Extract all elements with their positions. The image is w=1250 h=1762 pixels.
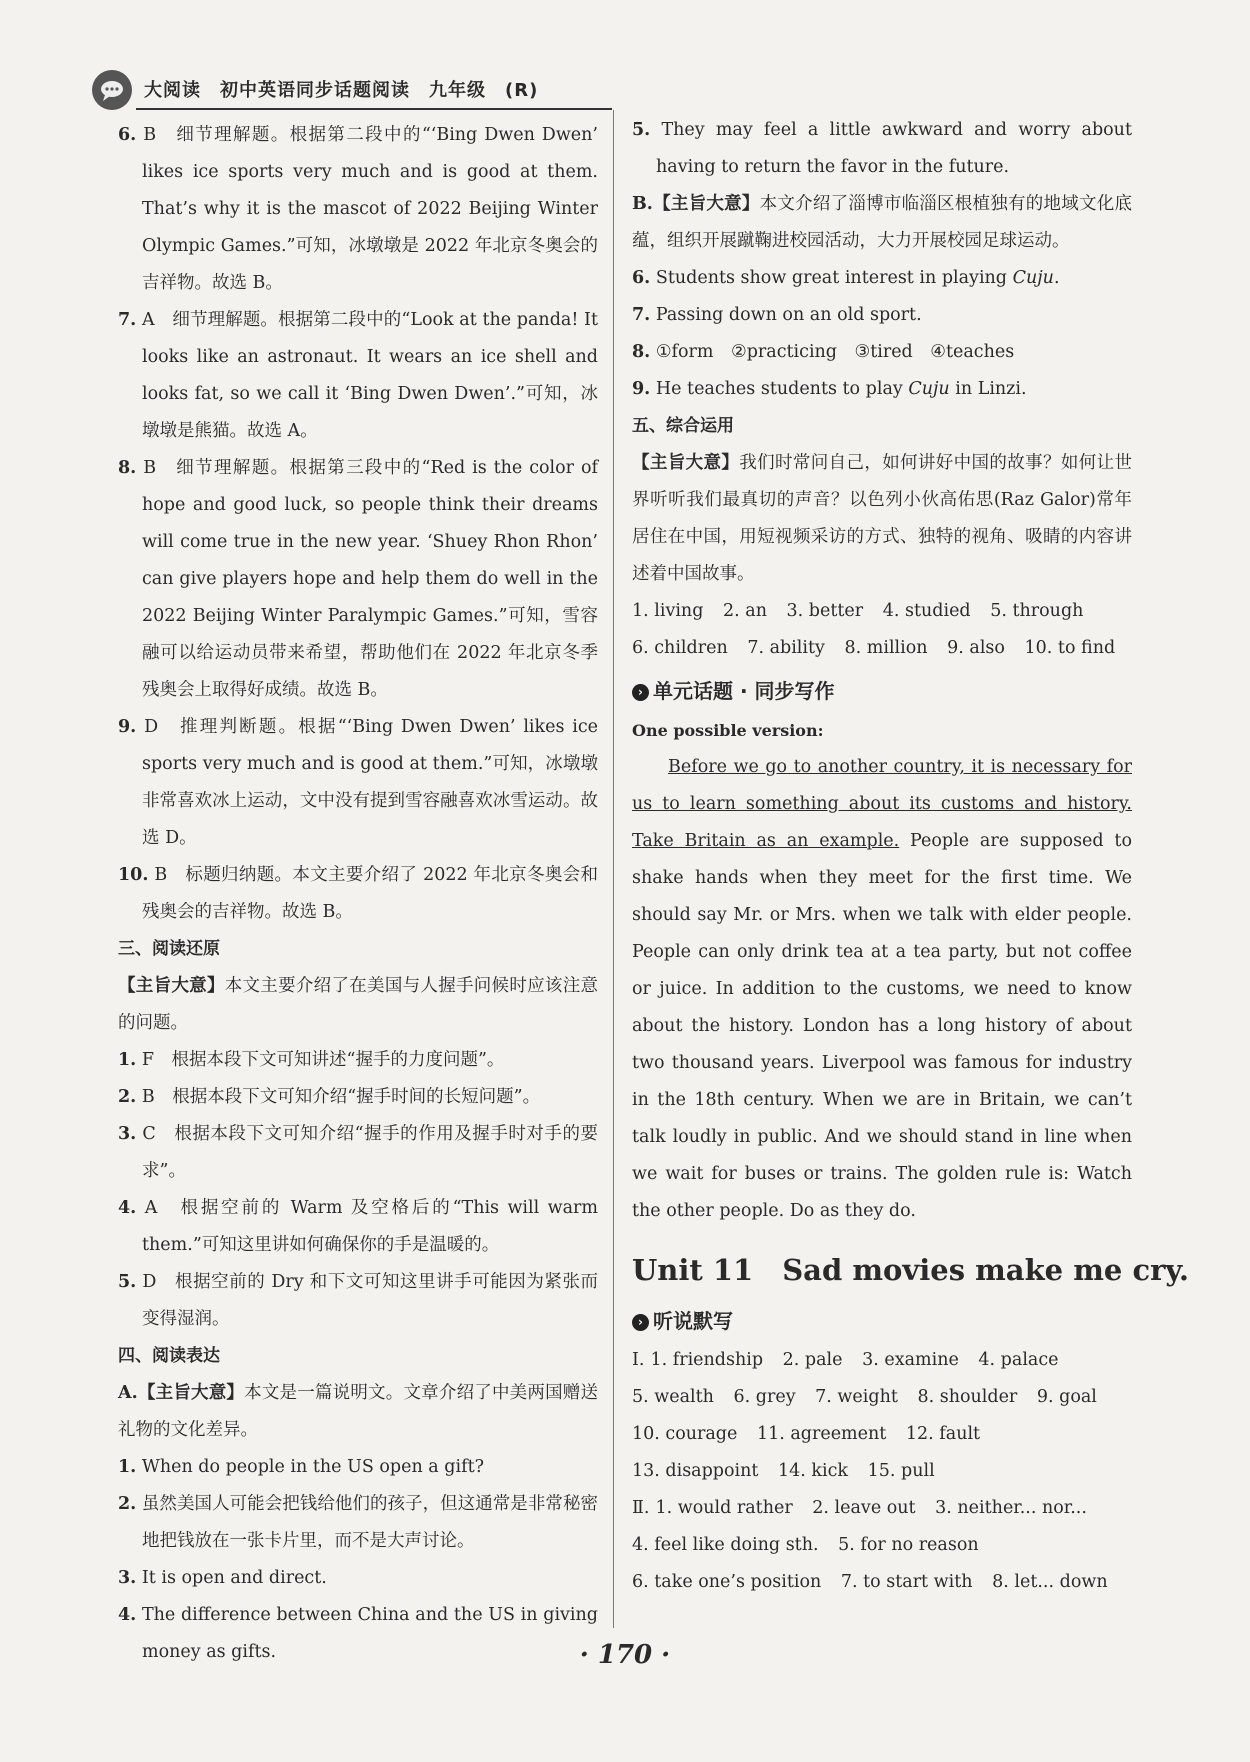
item-text: D 推理判断题。根据“‘Bing Dwen Dwen’ likes ice sports very much and is good at them.”可知，冰墩墩非常喜欢冰上运动，文中没有提到雪容融喜欢冰雪运动。故选 D。 bbox=[142, 717, 598, 848]
summary-text: 本文主要介绍了在美国与人握手问候时应该注意的问题。 bbox=[118, 976, 599, 1033]
item-text: B 细节理解题。根据第三段中的“Red is the color of hope and good luck, so people think their dreams will come true in the new year. ‘Shuey Rhon Rhon’ can give players hope and help them do well in the 2022 Beijing Winter Paralympic Games.”可知，雪容融可以给运动员带来希望，帮助他们在 2022 年北京冬季残奥会上取得好成绩。故选 B。 bbox=[142, 458, 598, 700]
answer-item bbox=[118, 857, 598, 931]
vocab-word: 7. weight bbox=[815, 1387, 898, 1407]
item-text: Students show great interest in playing bbox=[655, 268, 1013, 288]
answer-word: 7. ability bbox=[747, 638, 825, 658]
answer-item bbox=[118, 1560, 598, 1597]
item-number: 3. bbox=[118, 1124, 137, 1144]
listening-title-text: 听说默写 bbox=[653, 1309, 733, 1333]
answer-item bbox=[632, 260, 1132, 297]
part-label: Ⅱ. bbox=[632, 1498, 650, 1518]
answer-word: 8. million bbox=[844, 638, 928, 658]
version-label: One possible version: bbox=[632, 721, 824, 740]
item-number: 5. bbox=[118, 1272, 137, 1292]
item-end: . bbox=[1053, 268, 1060, 288]
item-text: 虽然美国人可能会把钱给他们的孩子，但这通常是非常秘密地把钱放在一张卡片里，而不是大声讨论。 bbox=[141, 1494, 598, 1551]
header-title: 大阅读 初中英语同步话题阅读 九年级 (R) bbox=[144, 80, 539, 101]
vocab-word: 11. agreement bbox=[756, 1424, 887, 1444]
item-end: in Linzi. bbox=[949, 379, 1027, 399]
answer-word: 9. also bbox=[947, 638, 1005, 658]
answer-word: 10. to find bbox=[1024, 638, 1116, 658]
summary-tag: 【主旨大意】 bbox=[118, 976, 225, 996]
chevron-right-icon: › bbox=[632, 684, 649, 701]
summary-label: B. bbox=[632, 194, 653, 214]
summary-text: 本文介绍了淄博市临淄区根植独有的地域文化底蕴，组织开展蹴鞠进校园活动，大力开展校园足球运动。 bbox=[632, 194, 1133, 251]
item-text: When do people in the US open a gift? bbox=[141, 1457, 484, 1477]
part-label: Ⅰ. bbox=[632, 1350, 645, 1370]
answer-item bbox=[118, 1449, 598, 1486]
vocab-word: 14. kick bbox=[778, 1461, 849, 1481]
answer-item bbox=[118, 302, 598, 450]
item-number: 2. bbox=[118, 1494, 137, 1514]
summary bbox=[632, 445, 1132, 593]
vocab-word: 13. disappoint bbox=[632, 1461, 759, 1481]
answer-item bbox=[118, 450, 598, 709]
item-number: 6. bbox=[118, 125, 137, 145]
item-number: 1. bbox=[118, 1050, 137, 1070]
answer-item bbox=[632, 112, 1132, 186]
header-rule bbox=[136, 108, 612, 110]
chevron-right-icon: › bbox=[632, 1314, 649, 1331]
phrase: 8. let... down bbox=[992, 1572, 1108, 1592]
answer-item bbox=[118, 1042, 598, 1079]
item-number: 9. bbox=[118, 717, 137, 737]
answer-word: 2. an bbox=[723, 601, 767, 621]
summary bbox=[118, 1375, 598, 1449]
item-number: 6. bbox=[632, 268, 651, 288]
item-text: The difference between China and the US in giving money as gifts. bbox=[141, 1605, 598, 1662]
left-column bbox=[118, 117, 598, 1671]
item-text: He teaches students to play bbox=[655, 379, 909, 399]
item-number: 3. bbox=[118, 1568, 137, 1588]
right-column bbox=[632, 112, 1190, 1601]
vocab-list bbox=[632, 1342, 1132, 1490]
listening-section-title bbox=[632, 1303, 1132, 1340]
answer-row bbox=[632, 593, 1132, 630]
summary-label: A. bbox=[118, 1383, 138, 1403]
vocab-word: 1. friendship bbox=[650, 1350, 764, 1370]
answer-item bbox=[632, 297, 1132, 334]
phrase: 2. leave out bbox=[812, 1498, 916, 1518]
summary bbox=[118, 968, 598, 1042]
summary-tag: 【主旨大意】 bbox=[137, 1383, 245, 1403]
summary bbox=[632, 186, 1132, 260]
essay-text: People are supposed to shake hands when they meet for the first time. We should say Mr. or Mrs. when we talk with elder people. People can only drink tea at a tea party, but not coffee or juice. In addition to the customs, we need to know about the history. London has a long history of about two thousand years. Liverpool was famous for industry in the 18th century. When we are in Britain, we can’t talk loudly in public. And we should stand in line when we wait for buses or trains. The golden rule is: Watch the other people. Do as they do. bbox=[632, 831, 1132, 1221]
item-text: They may feel a little awkward and worry about having to return the favor in the future. bbox=[656, 120, 1132, 177]
item-number: 10. bbox=[118, 865, 149, 885]
vocab-word: 6. grey bbox=[733, 1387, 796, 1407]
section-title: 五、综合运用 bbox=[632, 416, 734, 436]
summary-tag: 【主旨大意】 bbox=[632, 453, 740, 473]
answer-word: 1. living bbox=[632, 601, 704, 621]
answer-row bbox=[632, 630, 1132, 667]
answer-item bbox=[118, 1116, 598, 1190]
phrase: 1. would rather bbox=[655, 1498, 793, 1518]
answer-item bbox=[632, 334, 1132, 371]
summary-text: 本文是一篇说明文。文章介绍了中美两国赠送礼物的文化差异。 bbox=[118, 1383, 599, 1440]
answer-word: 6. children bbox=[632, 638, 728, 658]
section-title: 三、阅读还原 bbox=[118, 939, 220, 959]
item-number: 8. bbox=[632, 342, 651, 362]
item-text: Passing down on an old sport. bbox=[655, 305, 922, 325]
item-number: 5. bbox=[632, 120, 651, 140]
item-text: B 细节理解题。根据第二段中的“‘Bing Dwen Dwen’ likes ice sports very much and is good at them. That’s why it is the mascot of 2022 Beijing Winter Olympic Games.”可知，冰墩墩是 2022 年北京冬奥会的吉祥物。故选 B。 bbox=[142, 125, 598, 293]
essay-underlined-text: Before we go to another country, it is necessary for us to learn something about its customs and history. Take Britain as an example. bbox=[632, 757, 1132, 851]
writing-section-title bbox=[632, 673, 1132, 710]
answer-item bbox=[118, 117, 598, 302]
item-italic: Cuju bbox=[1012, 268, 1054, 288]
item-text: It is open and direct. bbox=[141, 1568, 327, 1588]
item-number: 2. bbox=[118, 1087, 137, 1107]
writing-title-text: 单元话题 · 同步写作 bbox=[653, 679, 835, 703]
phrase-list bbox=[632, 1490, 1132, 1601]
item-number: 8. bbox=[118, 458, 137, 478]
phrase: 4. feel like doing sth. bbox=[632, 1535, 819, 1555]
vocab-word: 15. pull bbox=[867, 1461, 935, 1481]
item-text: ①form ②practicing ③tired ④teaches bbox=[655, 342, 1015, 362]
unit-title: Unit 11 Sad movies make me cry. bbox=[632, 1253, 1190, 1287]
item-number: 7. bbox=[118, 310, 137, 330]
answer-item bbox=[118, 1190, 598, 1264]
item-text: A 细节理解题。根据第二段中的“Look at the panda! It looks like an astronaut. It wears an ice shell and looks fat, so we call it ‘Bing Dwen Dwen’.”可知，冰墩墩是熊猫。故选 A。 bbox=[141, 310, 598, 441]
speech-bubble-icon bbox=[92, 70, 132, 110]
vocab-word: 12. fault bbox=[905, 1424, 981, 1444]
item-text: B 标题归纳题。本文主要介绍了 2022 年北京冬奥会和残奥会的吉祥物。故选 B。 bbox=[142, 865, 598, 922]
vocab-word: 2. pale bbox=[782, 1350, 843, 1370]
answer-item bbox=[118, 709, 598, 857]
summary-text: 我们时常问自己，如何讲好中国的故事？如何让世界听听我们最真切的声音？以色列小伙高佑思(Raz Galor)常年居住在中国，用短视频采访的方式、独特的视角、吸睛的内容讲述着中国故事。 bbox=[632, 453, 1133, 584]
item-number: 4. bbox=[118, 1198, 137, 1218]
item-number: 4. bbox=[118, 1605, 137, 1625]
item-text: B 根据本段下文可知介绍“握手时间的长短问题”。 bbox=[141, 1087, 541, 1107]
vocab-word: 5. wealth bbox=[632, 1387, 714, 1407]
page-number: · 170 · bbox=[579, 1640, 671, 1670]
section-title: 四、阅读表达 bbox=[118, 1346, 220, 1366]
item-text: D 根据空前的 Dry 和下文可知这里讲手可能因为紧张而变得湿润。 bbox=[142, 1272, 598, 1329]
item-number: 9. bbox=[632, 379, 651, 399]
model-essay bbox=[632, 749, 1132, 1230]
vocab-word: 3. examine bbox=[862, 1350, 959, 1370]
answer-word: 3. better bbox=[786, 601, 864, 621]
phrase: 6. take one’s position bbox=[632, 1572, 822, 1592]
answer-item bbox=[118, 1486, 598, 1560]
phrase: 5. for no reason bbox=[838, 1535, 979, 1555]
vocab-word: 8. shoulder bbox=[917, 1387, 1018, 1407]
answer-item bbox=[632, 371, 1132, 408]
item-number: 7. bbox=[632, 305, 651, 325]
phrase: 7. to start with bbox=[840, 1572, 973, 1592]
page-header bbox=[92, 70, 612, 110]
item-italic: Cuju bbox=[908, 379, 950, 399]
item-text: C 根据本段下文可知介绍“握手的作用及握手时对手的要求”。 bbox=[142, 1124, 598, 1181]
vocab-word: 10. courage bbox=[632, 1424, 738, 1444]
column-divider bbox=[613, 110, 614, 1628]
summary-tag: 【主旨大意】 bbox=[652, 194, 760, 214]
item-text: A 根据空前的 Warm 及空格后的“This will warm them.”可知这里讲如何确保你的手是温暖的。 bbox=[142, 1198, 598, 1255]
vocab-word: 9. goal bbox=[1036, 1387, 1097, 1407]
phrase: 3. neither... nor... bbox=[935, 1498, 1087, 1518]
vocab-word: 4. palace bbox=[978, 1350, 1059, 1370]
answer-word: 5. through bbox=[990, 601, 1084, 621]
answer-item bbox=[118, 1264, 598, 1338]
answer-word: 4. studied bbox=[882, 601, 971, 621]
answer-item bbox=[118, 1079, 598, 1116]
item-text: F 根据本段下文可知讲述“握手的力度问题”。 bbox=[141, 1050, 505, 1070]
item-number: 1. bbox=[118, 1457, 137, 1477]
